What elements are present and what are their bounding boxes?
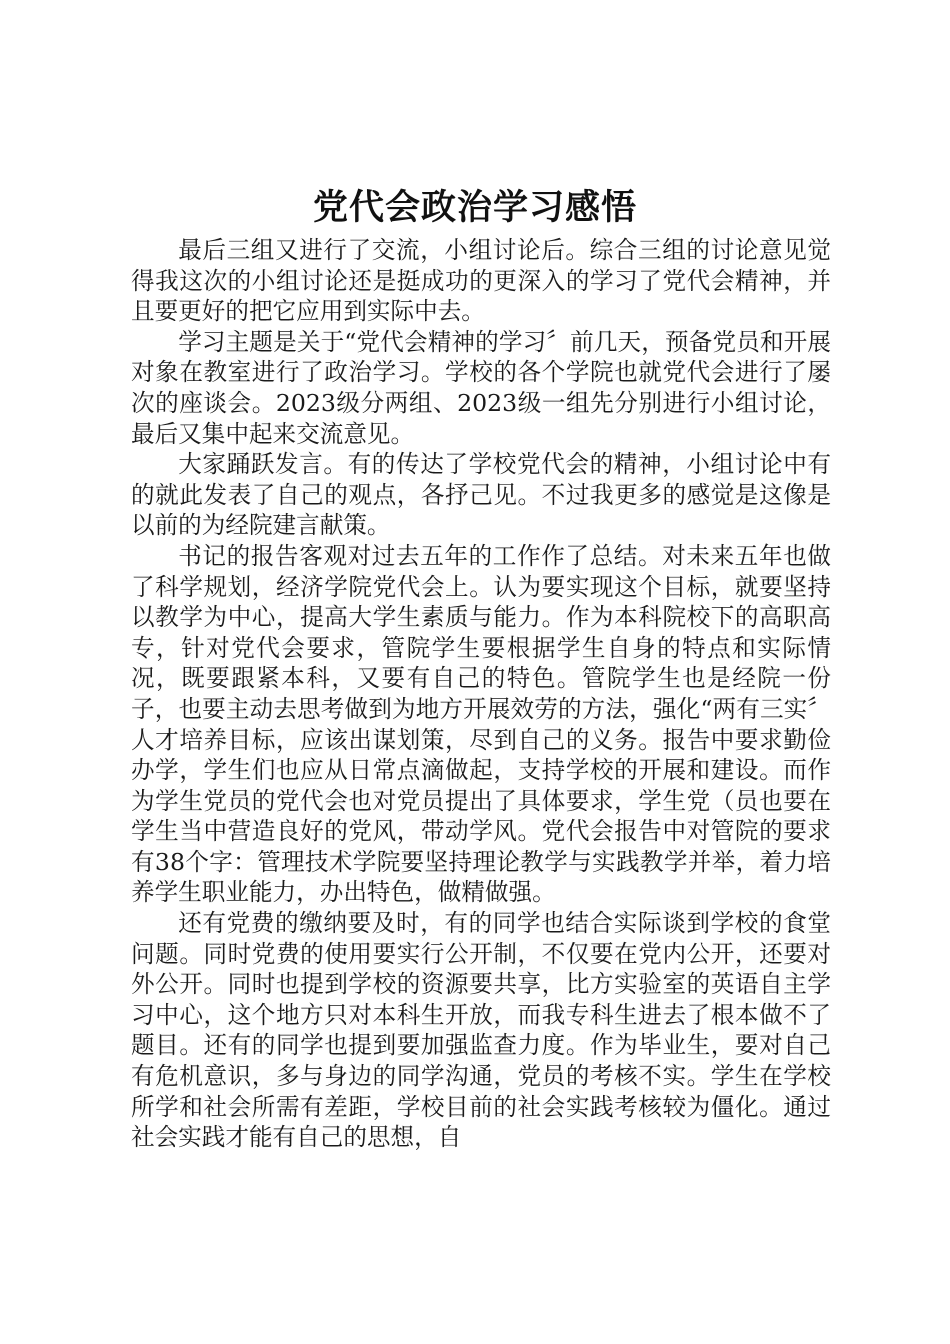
paragraph-3: 大家踊跃发言。有的传达了学校党代会的精神，小组讨论中有的就此发表了自己的观点，各抒己见。不过我更多的感觉是这像是以前的为经院建言献策。 xyxy=(131,450,831,540)
document-body xyxy=(131,235,831,1153)
paragraph-2: 学习主题是关于“党代会精神的学习〞前几天，预备党员和开展对象在教室进行了政治学习。学校的各个学院也就党代会进行了屡次的座谈会。2023级分两组、2023级一组先分别进行小组讨论，最后又集中起来交流意见。 xyxy=(131,327,831,448)
paragraph-5: 还有党费的缴纳要及时，有的同学也结合实际谈到学校的食堂问题。同时党费的使用要实行公开制，不仅要在党内公开，还要对外公开。同时也提到学校的资源要共享，比方实验室的英语自主学习中心，这个地方只对本科生开放，而我专科生进去了根本做不了题目。还有的同学也提到要加强监查力度。作为毕业生，要对自己有危机意识，多与身边的同学沟通，党员的考核不实。学生在学校所学和社会所需有差距，学校目前的社会实践考核较为僵化。通过社会实践才能有自己的思想，自 xyxy=(131,909,831,1152)
paragraph-1: 最后三组又进行了交流，小组讨论后。综合三组的讨论意见觉得我这次的小组讨论还是挺成功的更深入的学习了党代会精神，并且要更好的把它应用到实际中去。 xyxy=(131,236,831,326)
document-title: 党代会政治学习感悟 xyxy=(312,187,637,228)
paragraph-4: 书记的报告客观对过去五年的工作作了总结。对未来五年也做了科学规划，经济学院党代会上。认为要实现这个目标，就要坚持以教学为中心，提高大学生素质与能力。作为本科院校下的高职高专，针对党代会要求，管院学生要根据学生自身的特点和实际情况，既要跟紧本科，又要有自己的特色。管院学生也是经院一份子，也要主动去思考做到为地方开展效劳的方法，强化“两有三实〞人才培养目标，应该出谋划策，尽到自己的义务。报告中要求勤俭办学，学生们也应从日常点滴做起，支持学校的开展和建设。而作为学生党员的党代会也对党员提出了具体要求，学生党（员也要在学生当中营造良好的党风，带动学风。党代会报告中对管院的要求有38个字：管理技术学院要坚持理论教学与实践教学并举，着力培养学生职业能力，办出特色，做精做强。 xyxy=(131,541,831,907)
